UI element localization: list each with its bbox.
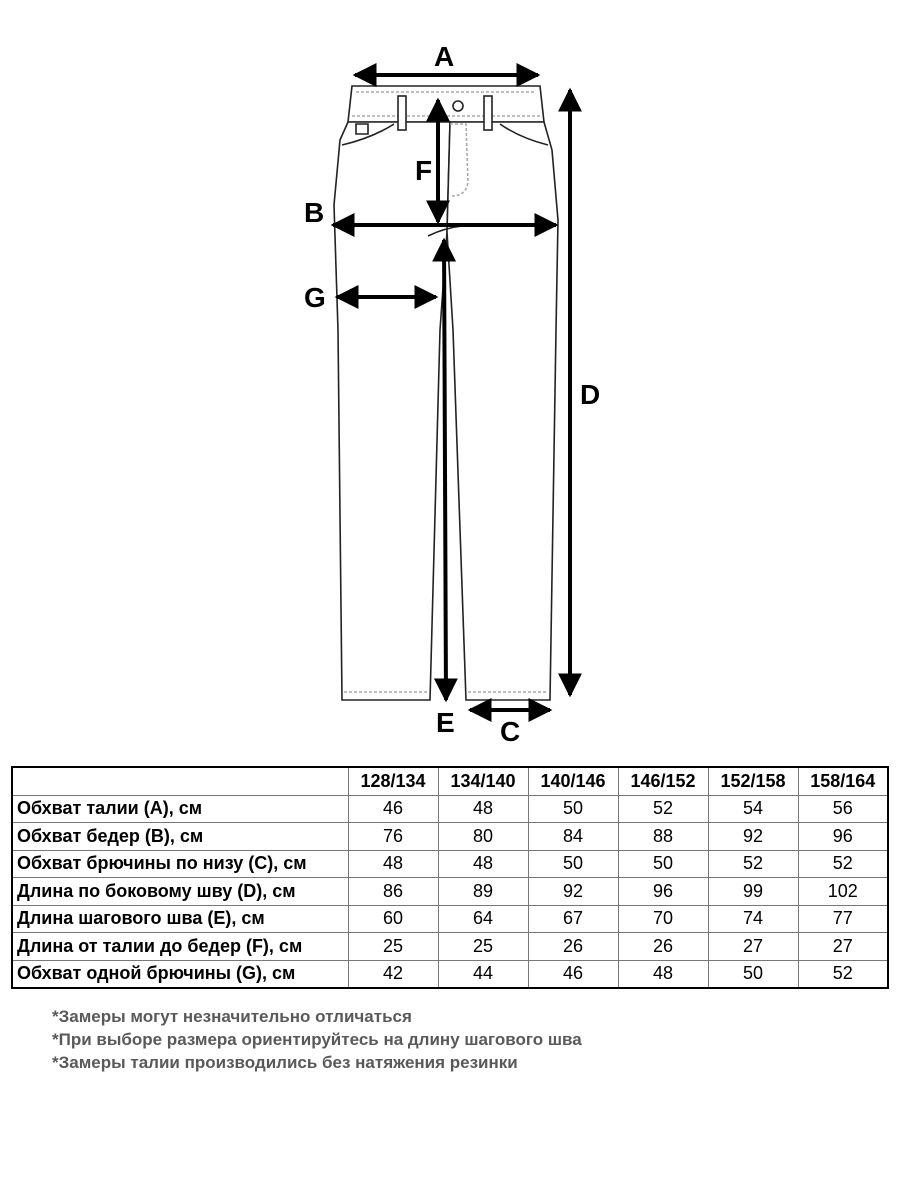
row-label: Длина по боковому шву (D), см	[12, 878, 348, 906]
size-header: 134/140	[438, 767, 528, 795]
cell-value: 99	[708, 878, 798, 906]
cell-value: 52	[618, 795, 708, 823]
arrow-e	[444, 240, 446, 700]
footnotes	[52, 1005, 582, 1074]
cell-value: 48	[618, 960, 708, 988]
cell-value: 86	[348, 878, 438, 906]
cell-value: 96	[798, 823, 888, 851]
label-d: D	[580, 379, 601, 410]
size-chart-table	[11, 766, 889, 989]
cell-value: 25	[438, 933, 528, 961]
label-b: B	[304, 197, 325, 228]
cell-value: 74	[708, 905, 798, 933]
size-header: 140/146	[528, 767, 618, 795]
row-label: Длина шагового шва (E), см	[12, 905, 348, 933]
cell-value: 80	[438, 823, 528, 851]
cell-value: 88	[618, 823, 708, 851]
cell-value: 27	[708, 933, 798, 961]
cell-value: 60	[348, 905, 438, 933]
cell-value: 54	[708, 795, 798, 823]
cell-value: 70	[618, 905, 708, 933]
cell-value: 25	[348, 933, 438, 961]
table-row	[12, 960, 888, 988]
row-label: Обхват одной брючины (G), см	[12, 960, 348, 988]
size-header: 146/152	[618, 767, 708, 795]
cell-value: 52	[798, 960, 888, 988]
label-f: F	[415, 155, 433, 186]
cell-value: 44	[438, 960, 528, 988]
size-header: 152/158	[708, 767, 798, 795]
table-row	[12, 905, 888, 933]
table-row	[12, 933, 888, 961]
cell-value: 50	[708, 960, 798, 988]
cell-value: 52	[798, 850, 888, 878]
table-row	[12, 850, 888, 878]
cell-value: 50	[618, 850, 708, 878]
cell-value: 27	[798, 933, 888, 961]
row-label: Обхват талии (A), см	[12, 795, 348, 823]
header-empty-cell	[12, 767, 348, 795]
cell-value: 92	[708, 823, 798, 851]
cell-value: 48	[348, 850, 438, 878]
row-label: Обхват бедер (B), см	[12, 823, 348, 851]
label-a: A	[434, 41, 455, 72]
cell-value: 50	[528, 850, 618, 878]
cell-value: 96	[618, 878, 708, 906]
label-c: C	[500, 716, 521, 747]
cell-value: 67	[528, 905, 618, 933]
table-row	[12, 878, 888, 906]
cell-value: 48	[438, 795, 528, 823]
cell-value: 84	[528, 823, 618, 851]
footnote: *Замеры талии производились без натяжения резинки	[52, 1053, 518, 1072]
cell-value: 46	[348, 795, 438, 823]
cell-value: 89	[438, 878, 528, 906]
cell-value: 26	[618, 933, 708, 961]
cell-value: 92	[528, 878, 618, 906]
row-label: Длина от талии до бедер (F), см	[12, 933, 348, 961]
table-row	[12, 795, 888, 823]
cell-value: 76	[348, 823, 438, 851]
cell-value: 77	[798, 905, 888, 933]
cell-value: 64	[438, 905, 528, 933]
label-e: E	[436, 707, 455, 738]
cell-value: 26	[528, 933, 618, 961]
footnote: *При выборе размера ориентируйтесь на длину шагового шва	[52, 1030, 582, 1049]
footnote: *Замеры могут незначительно отличаться	[52, 1007, 412, 1026]
row-label: Обхват брючины по низу (C), см	[12, 850, 348, 878]
size-header: 158/164	[798, 767, 888, 795]
cell-value: 102	[798, 878, 888, 906]
cell-value: 50	[528, 795, 618, 823]
table-header-row	[12, 767, 888, 795]
cell-value: 42	[348, 960, 438, 988]
table-row	[12, 823, 888, 851]
size-header: 128/134	[348, 767, 438, 795]
cell-value: 52	[708, 850, 798, 878]
cell-value: 46	[528, 960, 618, 988]
cell-value: 48	[438, 850, 528, 878]
label-g: G	[304, 282, 326, 313]
cell-value: 56	[798, 795, 888, 823]
